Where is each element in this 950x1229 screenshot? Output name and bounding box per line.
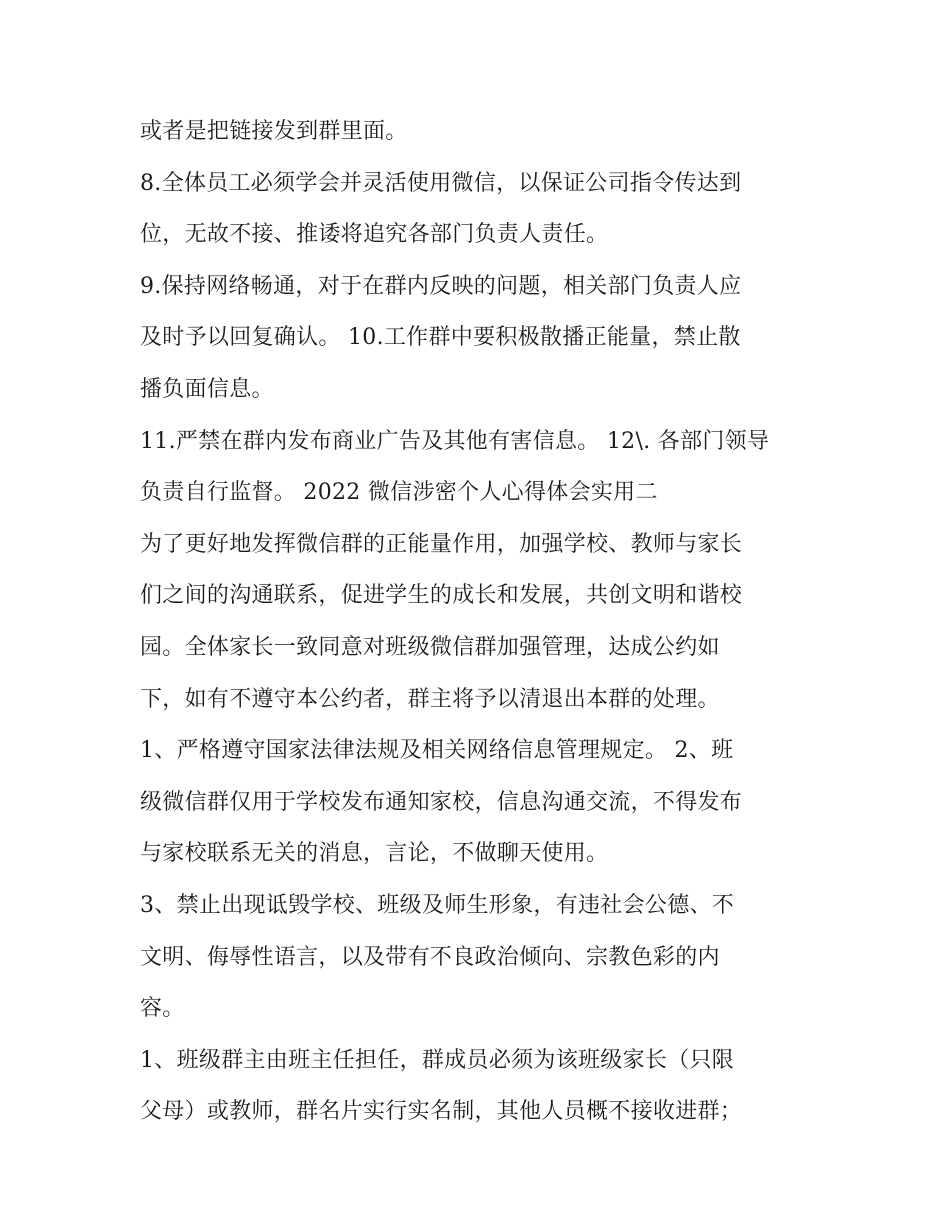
text-line: 文明、侮辱性语言，以及带有不良政治倾向、宗教色彩的内 bbox=[140, 944, 720, 970]
text-line: 们之间的沟通联系，促进学生的成长和发展，共创文明和谐校 bbox=[140, 583, 743, 609]
text-line: 为了更好地发挥微信群的正能量作用，加强学校、教师与家长 bbox=[140, 531, 743, 557]
text-line: 位，无故不接、推诿将追究各部门负责人责任。 bbox=[140, 222, 609, 248]
text-line: 下，如有不遵守本公约者，群主将予以清退出本群的处理。 bbox=[140, 686, 720, 712]
text-line: 9.保持网络畅通，对于在群内反映的问题，相关部门负责人应 bbox=[140, 273, 742, 299]
document-text bbox=[140, 106, 830, 1138]
text-line: 1、严格遵守国家法律法规及相关网络信息管理规定。 2、班 bbox=[140, 738, 734, 764]
text-line: 3、禁止出现诋毁学校、班级及师生形象，有违社会公德、不 bbox=[140, 892, 735, 918]
text-line: 播负面信息。 bbox=[140, 376, 274, 402]
text-line: 及时予以回复确认。 10.工作群中要积极散播正能量，禁止散 bbox=[140, 325, 741, 351]
text-line: 负责自行监督。 2022 微信涉密个人心得体会实用二 bbox=[140, 480, 658, 506]
text-line: 级微信群仅用于学校发布通知家校，信息沟通交流，不得发布 bbox=[140, 789, 743, 815]
text-line: 11.严禁在群内发布商业广告及其他有害信息。 12\. 各部门领导 bbox=[140, 428, 770, 454]
text-line: 8.全体员工必须学会并灵活使用微信，以保证公司指令传达到 bbox=[140, 170, 742, 196]
text-line: 1、班级群主由班主任担任，群成员必须为该班级家长（只限 bbox=[140, 1047, 735, 1073]
text-line: 与家校联系无关的消息，言论，不做聊天使用。 bbox=[140, 841, 609, 867]
text-line: 父母）或教师，群名片实行实名制，其他人员概不接收进群； bbox=[140, 1099, 743, 1125]
text-line: 或者是把链接发到群里面。 bbox=[140, 119, 408, 144]
text-line: 园。全体家长一致同意对班级微信群加强管理，达成公约如 bbox=[140, 634, 720, 660]
text-line: 容。 bbox=[140, 996, 185, 1022]
